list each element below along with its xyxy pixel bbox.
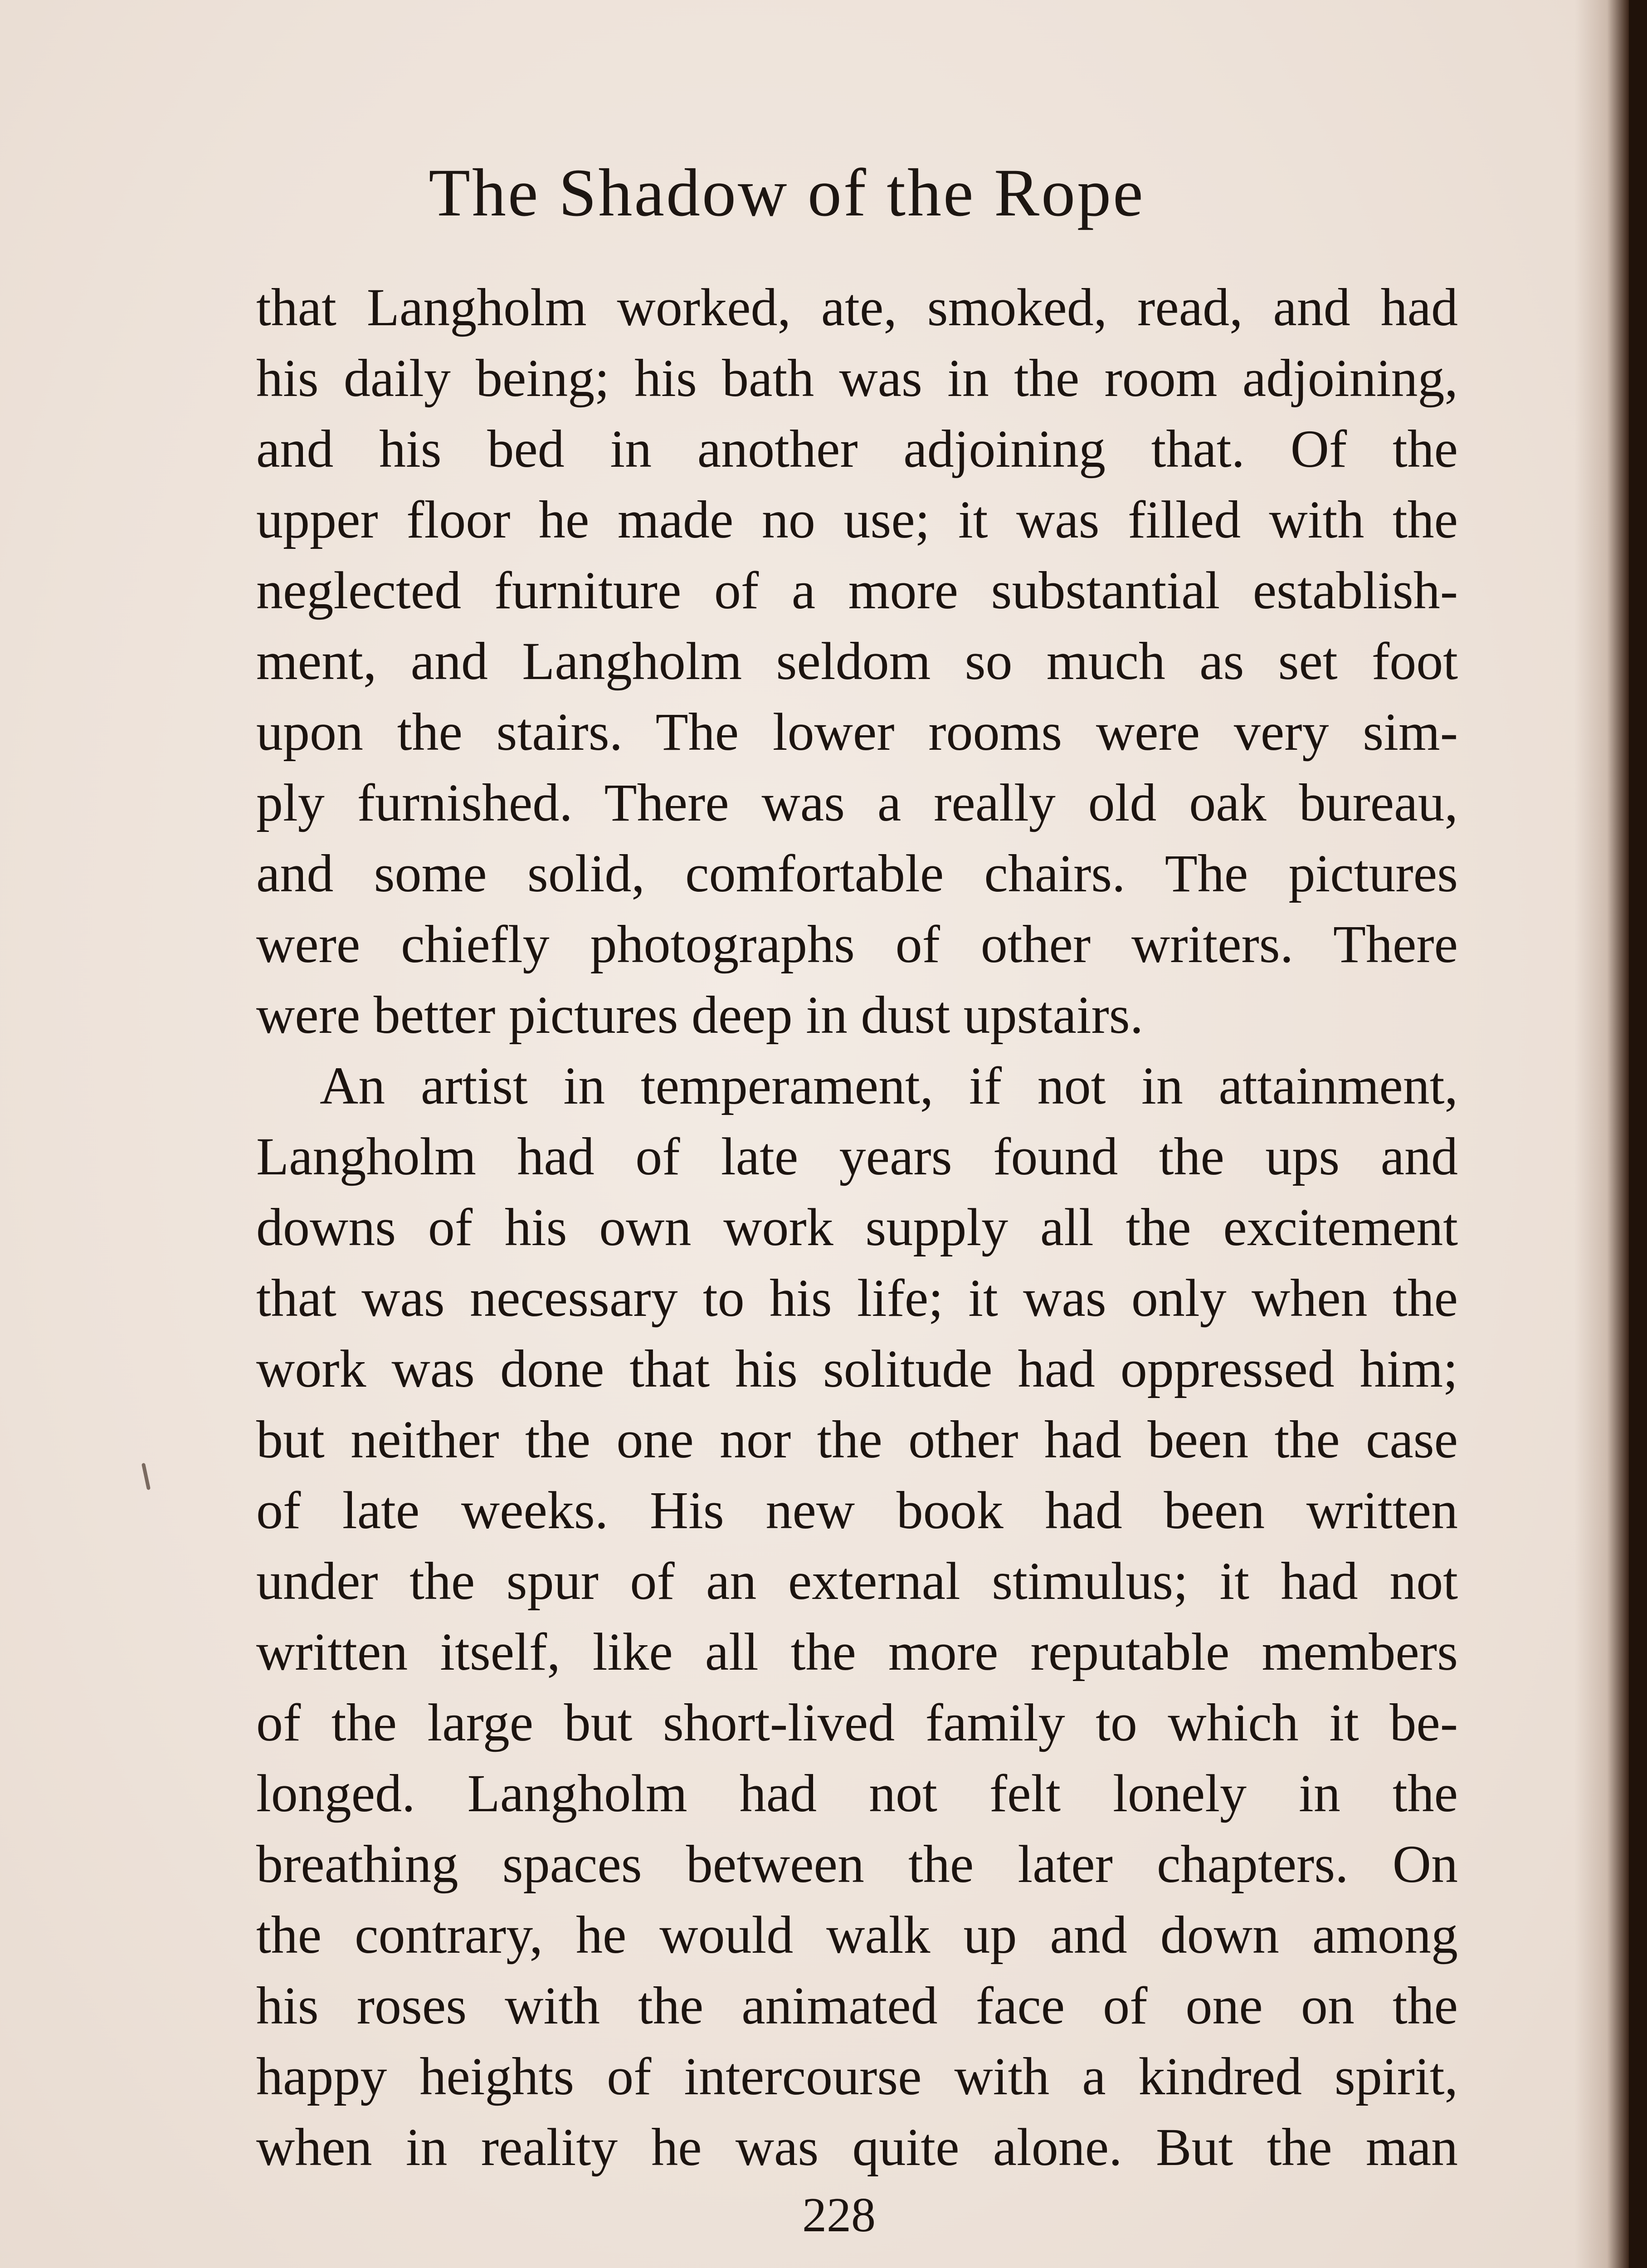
- body-text: [256, 272, 1458, 2183]
- text-line: of late weeks. His new book had been written: [256, 1481, 1458, 1540]
- text-line: that Langholm worked, ate, smoked, read, and had: [256, 278, 1458, 337]
- text-line: when in reality he was quite alone. But the man: [256, 2117, 1458, 2177]
- margin-pencil-mark: [141, 1463, 151, 1490]
- text-line: but neither the one nor the other had been the case: [256, 1410, 1458, 1469]
- text-line: Langholm had of late years found the ups and: [256, 1127, 1458, 1186]
- text-line: neglected furniture of a more substantial establish-: [256, 561, 1458, 620]
- page-number: 228: [802, 2188, 876, 2242]
- text-line: downs of his own work supply all the excitement: [256, 1198, 1458, 1257]
- text-line: breathing spaces between the later chapters. On: [256, 1834, 1458, 1894]
- text-line: upper floor he made no use; it was filled with the: [256, 490, 1458, 549]
- text-line: that was necessary to his life; it was only when the: [256, 1268, 1458, 1328]
- paragraph-end-line: were better pictures deep in dust upstairs.: [256, 985, 1144, 1045]
- text-line: and some solid, comfortable chairs. The pictures: [256, 844, 1458, 903]
- text-line: the contrary, he would walk up and down among: [256, 1905, 1458, 1965]
- text-line: his daily being; his bath was in the room adjoining,: [256, 348, 1458, 408]
- text-line: work was done that his solitude had oppressed him;: [256, 1339, 1458, 1398]
- text-line: of the large but short-lived family to which it be-: [256, 1693, 1458, 1752]
- text-line: and his bed in another adjoining that. Of the: [256, 419, 1458, 479]
- text-line: were chiefly photographs of other writers. There: [256, 914, 1458, 974]
- text-line: his roses with the animated face of one on the: [256, 1976, 1458, 2035]
- text-line: under the spur of an external stimulus; it had not: [256, 1551, 1458, 1611]
- text-line: longed. Langholm had not felt lonely in the: [256, 1764, 1458, 1823]
- text-line: upon the stairs. The lower rooms were very sim-: [256, 702, 1458, 762]
- text-line: ment, and Langholm seldom so much as set foot: [256, 631, 1458, 691]
- book-binding-edge: [1629, 0, 1647, 2268]
- paragraph-start-line: An artist in temperament, if not in attainment,: [320, 1056, 1458, 1115]
- text-line: written itself, like all the more reputable members: [256, 1622, 1458, 1681]
- text-line: happy heights of intercourse with a kindred spirit,: [256, 2047, 1458, 2106]
- text-line: ply furnished. There was a really old oak bureau,: [256, 773, 1458, 832]
- running-title: The Shadow of the Rope: [429, 155, 1145, 230]
